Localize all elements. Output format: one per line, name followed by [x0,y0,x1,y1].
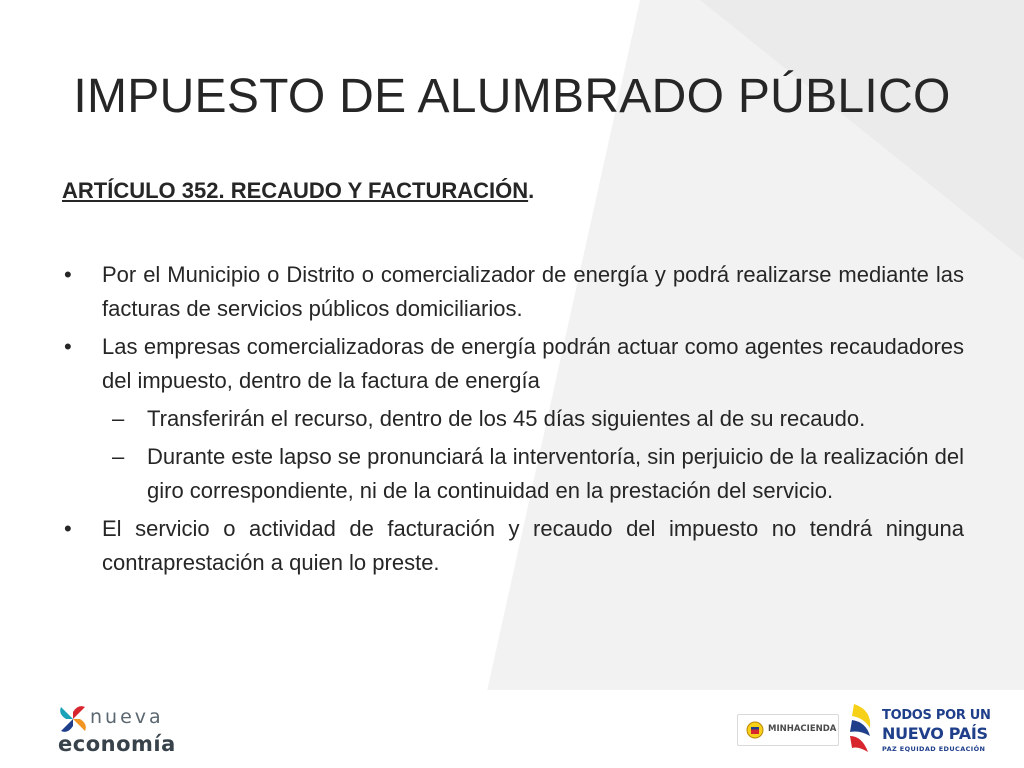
sub-bullet-item [62,440,964,508]
article-heading [62,174,534,208]
bullet-item [62,258,964,326]
todos-line2: NUEVO PAÍS [882,724,988,743]
sub-bullet-item [62,402,964,436]
footer-logos [0,690,1024,768]
bullet-marker: • [64,516,72,541]
article-heading-period: . [528,178,535,203]
todos-por-un-nuevo-pais-logo-icon [848,702,878,758]
bullet-list [62,258,964,584]
article-heading-text: ARTÍCULO 352. RECAUDO Y FACTURACIÓN [62,178,529,203]
nueva-economia-word2: economía [58,732,176,756]
todos-por-un-nuevo-pais-logo [848,698,991,762]
sub-bullet-marker: – [112,444,125,469]
slide-title: IMPUESTO DE ALUMBRADO PÚBLICO [73,70,951,123]
sub-bullet-text: Durante este lapso se pronunciará la interventoría, sin perjuicio de la realización del giro correspondiente, ni de la continuidad en la prestación del servicio. [147,444,964,503]
nueva-economia-word1: nueva [90,706,164,728]
todos-line1: TODOS POR UN [882,708,991,723]
sub-bullet-marker: – [112,406,125,431]
minhacienda-text: MINHACIENDA [768,724,837,734]
bullet-marker: • [64,262,72,287]
nueva-economia-logo-icon [58,704,88,734]
sub-bullet-text: Transferirán el recurso, dentro de los 45 días siguientes al de su recaudo. [147,406,866,431]
nueva-economia-logo [58,700,178,760]
bullet-item [62,330,964,398]
bullet-marker: • [64,334,72,359]
minhacienda-logo [737,714,839,746]
bullet-item [62,512,964,580]
bullet-text: El servicio o actividad de facturación y recaudo del impuesto no tendrá ninguna contraprestación a quien lo preste. [102,516,964,575]
bullet-text: Por el Municipio o Distrito o comercializador de energía y podrá realizarse mediante las facturas de servicios públicos domiciliarios. [102,262,964,321]
bullet-text: Las empresas comercializadoras de energía podrán actuar como agentes recaudadores del impuesto, dentro de la factura de energía [102,334,964,393]
todos-line3: PAZ EQUIDAD EDUCACIÓN [882,745,986,753]
minhacienda-seal-icon [746,721,764,739]
